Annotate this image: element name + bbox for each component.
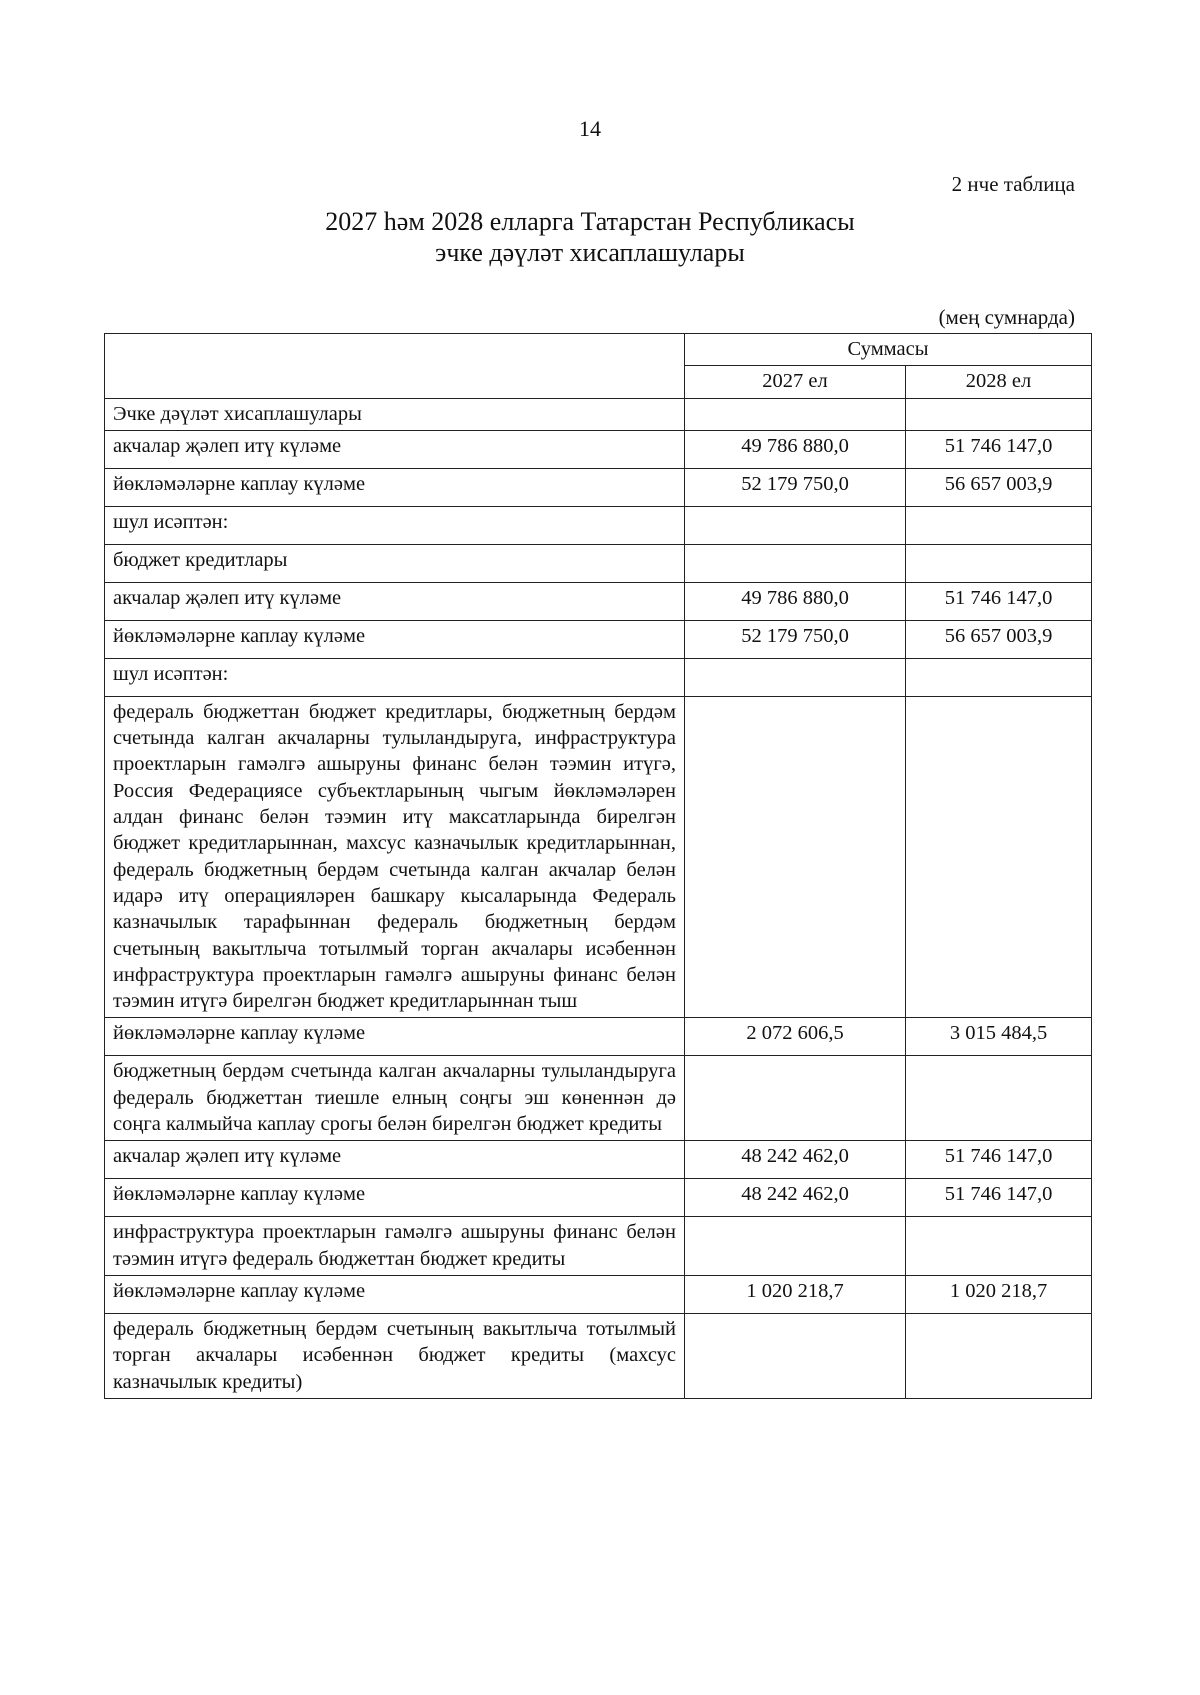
table-row xyxy=(105,1141,1092,1179)
value-2028 xyxy=(906,1056,1092,1141)
value-2028: 51 746 147,0 xyxy=(906,1179,1092,1217)
header-row-group xyxy=(105,334,1092,366)
header-empty-cell xyxy=(105,334,685,399)
row-label: йөкләмәләрне каплау күләме xyxy=(105,1275,685,1313)
row-label: акчалар җәлеп итү күләме xyxy=(105,582,685,620)
value-2027 xyxy=(685,1056,906,1141)
value-2028 xyxy=(906,506,1092,544)
table-row xyxy=(105,1313,1092,1398)
value-2027 xyxy=(685,398,906,430)
value-2027 xyxy=(685,658,906,696)
row-label: акчалар җәлеп итү күләме xyxy=(105,430,685,468)
value-2027: 52 179 750,0 xyxy=(685,468,906,506)
table-row xyxy=(105,1056,1092,1141)
row-label: йөкләмәләрне каплау күләме xyxy=(105,1179,685,1217)
value-2028: 56 657 003,9 xyxy=(906,620,1092,658)
units-note: (мең сумнарда) xyxy=(938,305,1075,329)
table-row xyxy=(105,1018,1092,1056)
table-row xyxy=(105,506,1092,544)
value-2027 xyxy=(685,544,906,582)
value-2027 xyxy=(685,1217,906,1276)
row-label: федераль бюджеттан бюджет кредитлары, бюджетның бердәм счетында калган акчаларны тулыландыруга, инфраструктура проектларын гамәлгә ашыруны финанс белән тәэмин итүгә, Россия Федерациясе субъектларының чыгым йөкләмәләрен алдан финанс белән тәэмин итү максатларында бирелгән бюджет кредитларыннан, махсус казначылык кредитларыннан, федераль бюджетның бердәм счетында калган акчалар белән идарә итү операцияләрен башкару кысаларында Федераль казначылык тарафыннан федераль бюджетның бердәм счетының вакытлыча тотылмый торган акчалары исәбеннән инфраструктура проектларын гамәлгә ашыруны финанс белән тәэмин итүгә бирелгән бюджет кредитларыннан тыш xyxy=(105,696,685,1018)
settlements-table xyxy=(104,333,1092,1399)
table-row xyxy=(105,658,1092,696)
row-label: шул исәптән: xyxy=(105,506,685,544)
value-2027: 48 242 462,0 xyxy=(685,1179,906,1217)
value-2027 xyxy=(685,696,906,1018)
title-line-1: 2027 һәм 2028 елларга Татарстан Республикасы xyxy=(325,207,855,236)
table-row xyxy=(105,1275,1092,1313)
value-2027: 1 020 218,7 xyxy=(685,1275,906,1313)
value-2028 xyxy=(906,1313,1092,1398)
table-row xyxy=(105,1217,1092,1276)
value-2028: 51 746 147,0 xyxy=(906,582,1092,620)
value-2027: 52 179 750,0 xyxy=(685,620,906,658)
value-2028 xyxy=(906,696,1092,1018)
header-amounts: Суммасы xyxy=(685,334,1092,366)
value-2028: 56 657 003,9 xyxy=(906,468,1092,506)
value-2028 xyxy=(906,1217,1092,1276)
value-2027: 2 072 606,5 xyxy=(685,1018,906,1056)
title-line-2: эчке дәүләт хисаплашулары xyxy=(435,238,745,267)
row-label: акчалар җәлеп итү күләме xyxy=(105,1141,685,1179)
value-2027: 49 786 880,0 xyxy=(685,582,906,620)
table-row xyxy=(105,468,1092,506)
table-row xyxy=(105,620,1092,658)
row-label: федераль бюджетның бердәм счетының вакытлыча тотылмый торган акчалары исәбеннән бюджет кредиты (махсус казначылык кредиты) xyxy=(105,1313,685,1398)
header-year-2027: 2027 ел xyxy=(685,366,906,398)
document-title xyxy=(0,206,1180,268)
value-2028 xyxy=(906,544,1092,582)
table-row xyxy=(105,696,1092,1018)
value-2028 xyxy=(906,658,1092,696)
table-row xyxy=(105,582,1092,620)
row-label: шул исәптән: xyxy=(105,658,685,696)
row-label: бюджет кредитлары xyxy=(105,544,685,582)
table-row xyxy=(105,1179,1092,1217)
table-label: 2 нче таблица xyxy=(951,172,1075,196)
header-year-2028: 2028 ел xyxy=(906,366,1092,398)
row-label: йөкләмәләрне каплау күләме xyxy=(105,620,685,658)
value-2028: 3 015 484,5 xyxy=(906,1018,1092,1056)
row-label: йөкләмәләрне каплау күләме xyxy=(105,468,685,506)
row-label: бюджетның бердәм счетында калган акчаларны тулыландыруга федераль бюджеттан тиешле елның соңгы эш көненнән дә соңга калмыйча каплау срогы белән бирелгән бюджет кредиты xyxy=(105,1056,685,1141)
value-2028: 51 746 147,0 xyxy=(906,430,1092,468)
value-2027: 48 242 462,0 xyxy=(685,1141,906,1179)
row-label: Эчке дәүләт хисаплашулары xyxy=(105,398,685,430)
value-2028: 1 020 218,7 xyxy=(906,1275,1092,1313)
value-2027 xyxy=(685,1313,906,1398)
table-row xyxy=(105,398,1092,430)
page-number: 14 xyxy=(579,116,601,141)
value-2028 xyxy=(906,398,1092,430)
table-row xyxy=(105,430,1092,468)
table-row xyxy=(105,544,1092,582)
value-2027 xyxy=(685,506,906,544)
row-label: йөкләмәләрне каплау күләме xyxy=(105,1018,685,1056)
row-label: инфраструктура проектларын гамәлгә ашыруны финанс белән тәэмин итүгә федераль бюджеттан бюджет кредиты xyxy=(105,1217,685,1276)
value-2028: 51 746 147,0 xyxy=(906,1141,1092,1179)
value-2027: 49 786 880,0 xyxy=(685,430,906,468)
